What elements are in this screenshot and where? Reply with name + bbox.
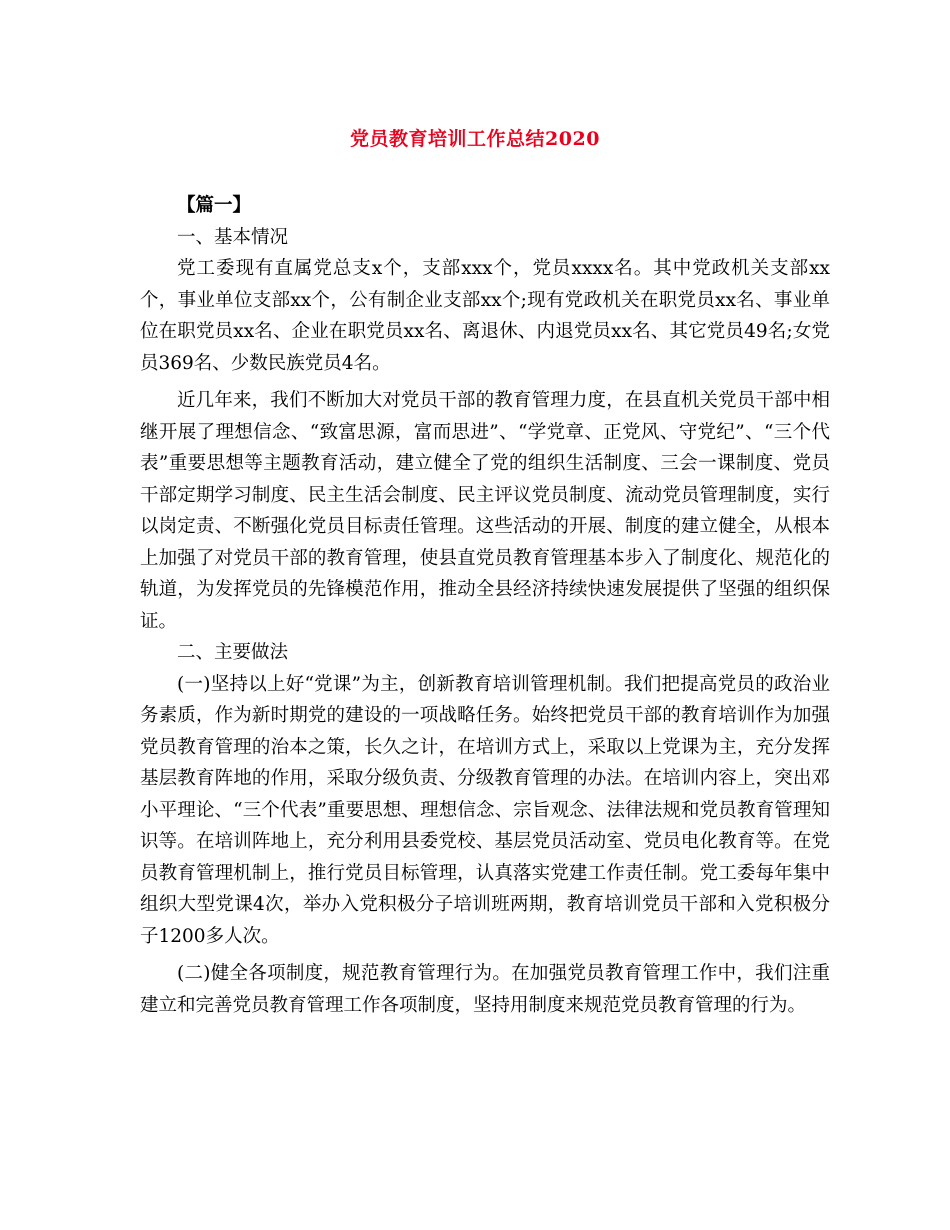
section-mark: 【篇一】: [177, 195, 252, 216]
paragraph-2: 近几年来，我们不断加大对党员干部的教育管理力度，在县直机关党员干部中相继开展了理想信念、“致富思源，富而思进”、“学党章、正党风、守党纪”、“三个代表”重要思想等主题教育活动，建立健全了党的组织生活制度、三会一课制度、党员干部定期学习制度、民主生活会制度、民主评议党员制度、流动党员管理制度，实行以岗定责、不断强化党员目标责任管理。这些活动的开展、制度的建立健全，从根本上加强了对党员干部的教育管理，使县直党员教育管理基本步入了制度化、规范化的轨道，为发挥党员的先锋模范作用，推动全县经济持续快速发展提供了坚强的组织保证。: [140, 390, 830, 632]
paragraph-1: 党工委现有直属党总支x个，支部xxx个，党员xxxx名。其中党政机关支部xx个，事业单位支部xx个，公有制企业支部xx个;现有党政机关在职党员xx名、事业单位在职党员xx名、企业在职党员xx名、离退休、内退党员xx名、其它党员49名;女党员369名、少数民族党员4名。: [140, 258, 830, 374]
document-body: [140, 190, 830, 1021]
heading-main-methods: 二、主要做法: [177, 642, 289, 663]
paragraph-4: (二)健全各项制度，规范教育管理行为。在加强党员教育管理工作中，我们注重建立和完善党员教育管理工作各项制度，坚持用制度来规范党员教育管理的行为。: [140, 963, 830, 1016]
paragraph-3: (一)坚持以上好“党课”为主，创新教育培训管理机制。我们把提高党员的政治业务素质，作为新时期党的建设的一项战略任务。始终把党员干部的教育培训作为加强党员教育管理的治本之策，长久之计，在培训方式上，采取以上党课为主，充分发挥基层教育阵地的作用，采取分级负责、分级教育管理的办法。在培训内容上，突出邓小平理论、“三个代表”重要思想、理想信念、宗旨观念、法律法规和党员教育管理知识等。在培训阵地上，充分利用县委党校、基层党员活动室、党员电化教育等。在党员教育管理机制上，推行党员目标管理，认真落实党建工作责任制。党工委每年集中组织大型党课4次，举办入党积极分子培训班两期，教育培训党员干部和入党积极分子1200多人次。: [140, 673, 830, 947]
heading-basic-situation: 一、基本情况: [177, 226, 289, 248]
document-title: 党员教育培训工作总结2020: [350, 128, 600, 150]
